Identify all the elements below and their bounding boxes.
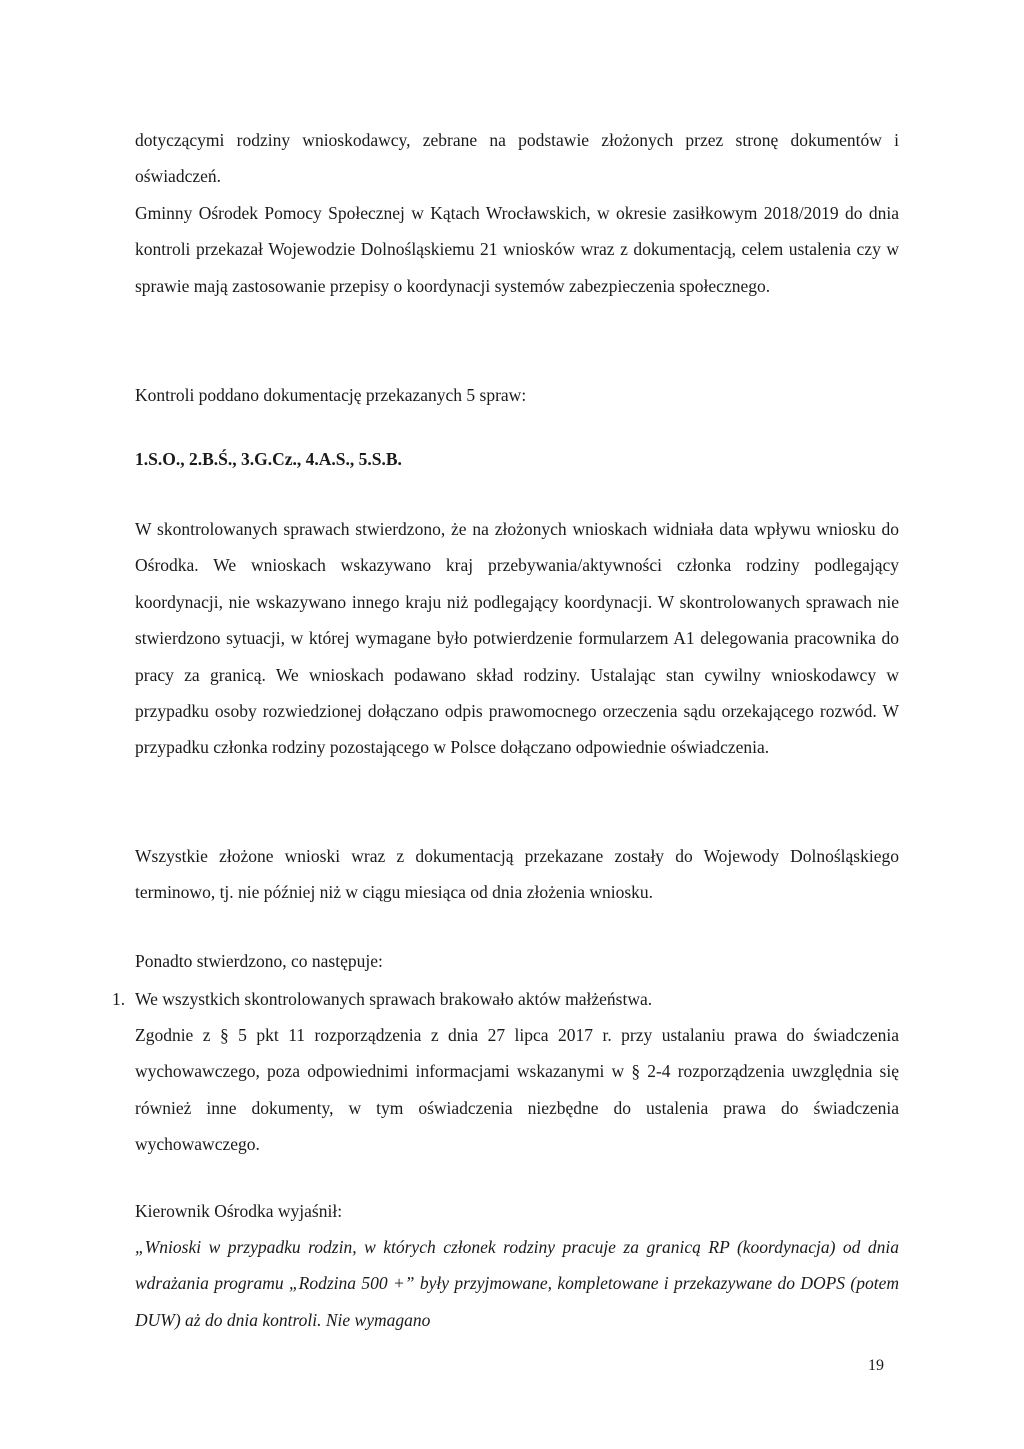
paragraph-quote: „Wnioski w przypadku rodzin, w których członek rodziny pracuje za granicą RP (koordynacja) od dnia wdrażania programu „Rodzina 500 +” były przyjmowane, kompletowane i przekazywane do DOPS (potem DUW) aż do dnia kontroli. Nie wymagano — [135, 1237, 899, 1330]
page-number: 19 — [868, 1357, 884, 1374]
paragraph-director: Kierownik Ośrodka wyjaśnił: — [135, 1201, 343, 1221]
paragraph-deadline: Wszystkie złożone wnioski wraz z dokumentacją przekazane zostały do Wojewody Dolnośląskiego terminowo, tj. nie później niż w ciągu miesiąca od dnia złożenia wniosku. — [135, 846, 899, 903]
paragraph-gops: Gminny Ośrodek Pomocy Społecznej w Kątach Wrocławskich, w okresie zasiłkowym 2018/2019 do dnia kontroli przekazał Wojewodzie Dolnośląskiemu 21 wniosków wraz z dokumentacją, celem ustalenia czy w sprawie mają zastosowanie przepisy o koordynacji systemów zabezpieczenia społecznego. — [135, 203, 899, 296]
list-item-1: We wszystkich skontrolowanych sprawach brakowało aktów małżeństwa. — [135, 989, 653, 1009]
paragraph-further: Ponadto stwierdzono, co następuje: — [135, 951, 383, 971]
paragraph-regulation: Zgodnie z § 5 pkt 11 rozporządzenia z dnia 27 lipca 2017 r. przy ustalaniu prawa do świadczenia wychowawczego, poza odpowiednimi informacjami wskazanymi w § 2-4 rozporządzenia uwzględnia się również inne dokumenty, w tym oświadczenia niezbędne do ustalenia prawa do świadczenia wychowawczego. — [135, 1025, 899, 1155]
paragraph-controls: Kontroli poddano dokumentację przekazanych 5 spraw: — [135, 385, 527, 405]
paragraph-intro: dotyczącymi rodziny wnioskodawcy, zebrane na podstawie złożonych przez stronę dokumentów i oświadczeń. — [135, 130, 899, 187]
paragraph-findings: W skontrolowanych sprawach stwierdzono, że na złożonych wnioskach widniała data wpływu wniosku do Ośrodka. We wnioskach wskazywano kraj przebywania/aktywności członka rodziny podlegający koordynacji, nie wskazywano innego kraju niż podlegający koordynacji. W skontrolowanych sprawach nie stwierdzono sytuacji, w której wymagane było potwierdzenie formularzem A1 delegowania pracownika do pracy za granicą. We wnioskach podawano skład rodziny. Ustalając stan cywilny wnioskodawcy w przypadku osoby rozwiedzionej dołączano odpis prawomocnego orzeczenia sądu orzekającego rozwód. W przypadku członka rodziny pozostającego w Polsce dołączano odpowiednie oświadczenia. — [135, 519, 899, 758]
case-list: 1.S.O., 2.B.Ś., 3.G.Cz., 4.A.S., 5.S.B. — [135, 449, 402, 469]
list-number: 1. — [112, 989, 126, 1009]
